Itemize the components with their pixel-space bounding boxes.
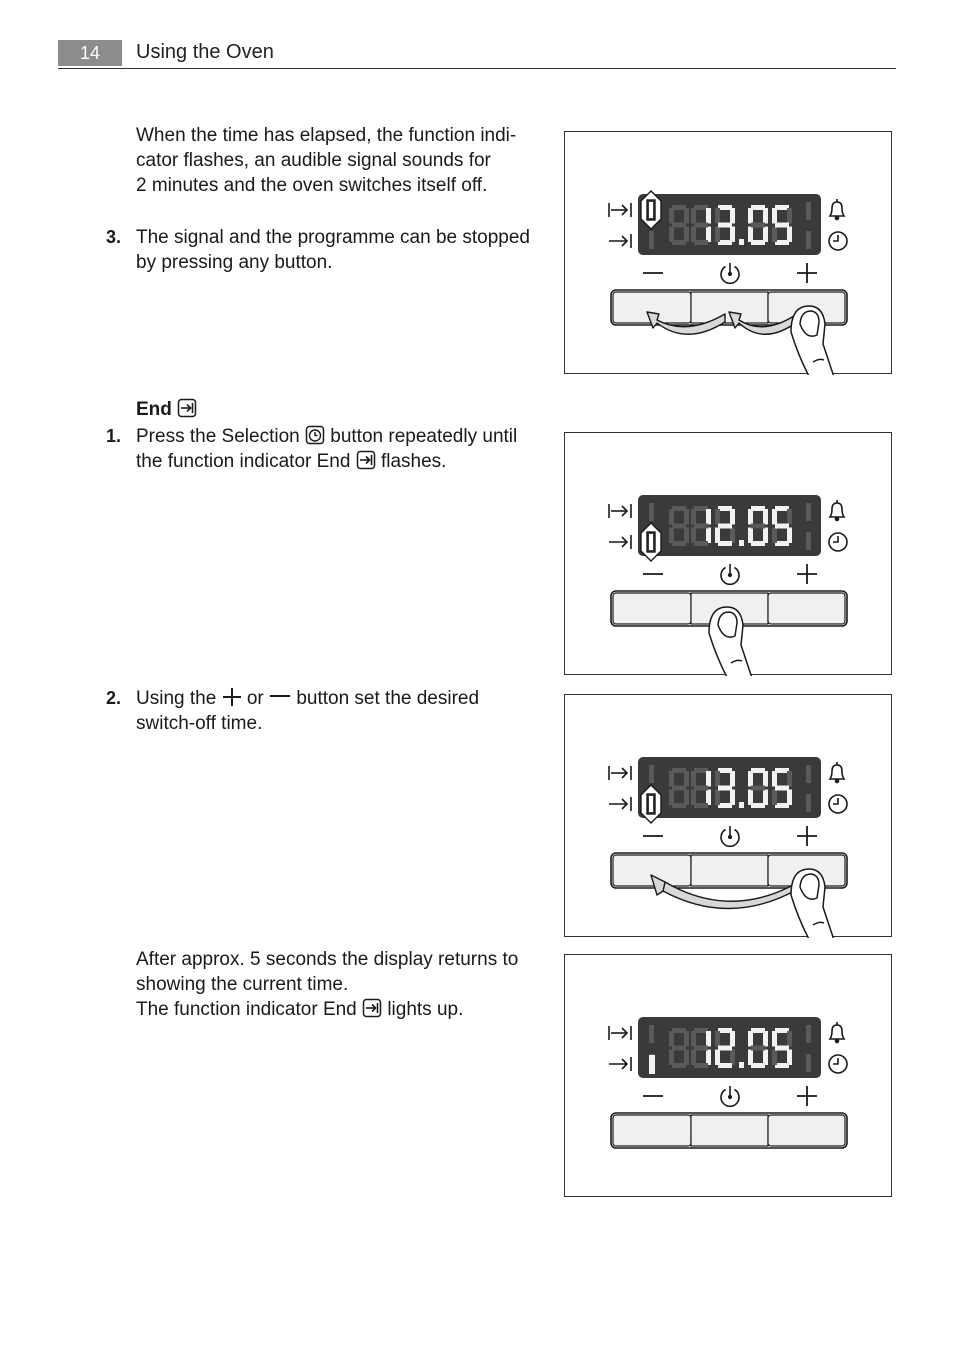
intro-line: When the time has elapsed, the function indi- [136,125,517,146]
page-number: 14 [58,40,122,66]
oven-panel-drawing [565,695,893,938]
time-of-day-clock-icon [829,232,847,250]
oven-panel-figure [564,694,892,937]
oven-panel-drawing [565,955,893,1198]
end-indicator-icon [609,535,631,549]
indicator-slot [806,1054,811,1072]
step2-line: switch-off time. [136,713,263,734]
step1-text-a: Press the Selection [136,426,300,447]
bell-icon [830,199,844,220]
oven-panel-figure [564,432,892,675]
indicator-slot [649,503,654,521]
header-rule [58,68,896,69]
intro-line: cator flashes, an audible signal sounds for [136,150,491,171]
indicator-slot [649,765,654,783]
step1-text-c: the function indicator End [136,451,351,472]
step2-line [136,686,546,711]
selection-icon [721,1086,739,1106]
step2-text [136,686,546,736]
end-indicator-icon [609,797,631,811]
indicator-slot [806,794,811,812]
selection-icon [721,826,739,846]
minus-button [613,855,691,886]
plus-symbol [797,826,817,846]
indicator-slot [806,765,811,783]
indicator-slot [806,202,811,220]
indicator-slot [806,1025,811,1043]
step1-line [136,449,546,474]
end-heading-text: End [136,399,172,420]
intro-paragraph [136,123,546,198]
bell-icon [830,1022,844,1043]
step1-text [136,424,546,474]
selection-button [691,292,768,323]
active-indicator [649,1055,655,1074]
time-of-day-clock-icon [829,1055,847,1073]
minus-icon [269,687,291,707]
intro-line: 2 minutes and the oven switches itself off. [136,175,488,196]
plus-icon [222,687,242,707]
display-decimal-point [739,1062,744,1068]
section-title: Using the Oven [136,41,274,63]
bell-icon [830,762,844,783]
after-line: showing the current time. [136,974,349,995]
indicator-slot [649,1025,654,1043]
end-function-icon [362,998,382,1018]
after-paragraph [136,947,546,1022]
duration-indicator-icon [609,1026,631,1040]
bell-icon [830,500,844,521]
indicator-slot [806,532,811,550]
minus-button [613,593,691,624]
step3-text [136,225,546,275]
indicator-slot [649,231,654,249]
end-indicator-icon [609,234,631,248]
selection-icon [721,263,739,283]
selection-icon [721,564,739,584]
end-heading [136,397,197,422]
after-line: After approx. 5 seconds the display returns to [136,949,519,970]
end-indicator-icon [609,1057,631,1071]
oven-panel-figure [564,131,892,374]
plus-button [768,1115,845,1146]
oven-panel-drawing [565,132,893,375]
plus-symbol [797,1086,817,1106]
display-decimal-point [739,239,744,245]
duration-indicator-icon [609,203,631,217]
after-text-a: The function indicator End [136,999,357,1020]
display-decimal-point [739,802,744,808]
selection-button [691,855,768,886]
step3-line: by pressing any button. [136,252,333,273]
after-text-b: lights up. [387,999,464,1020]
indicator-slot [806,503,811,521]
step-number: 2. [106,688,122,708]
step2-text-a: Using the [136,688,217,709]
end-function-icon [356,450,376,470]
oven-panel-drawing [565,433,893,676]
display-decimal-point [739,540,744,546]
step3-line: The signal and the programme can be stopped [136,227,530,248]
minus-button [613,1115,691,1146]
end-function-icon [177,398,197,418]
step1-text-d: flashes. [380,451,447,472]
indicator-slot [806,231,811,249]
selection-button [691,1115,768,1146]
plus-symbol [797,564,817,584]
after-line [136,997,546,1022]
selection-clock-icon [305,425,325,445]
step-number: 3. [106,227,122,247]
step2-text-b: or [246,688,264,709]
duration-indicator-icon [609,766,631,780]
step2-text-c: button set the desired [296,688,480,709]
time-of-day-clock-icon [829,795,847,813]
plus-symbol [797,263,817,283]
duration-indicator-icon [609,504,631,518]
step1-text-b: button repeatedly until [330,426,518,447]
step-number: 1. [106,426,122,446]
time-of-day-clock-icon [829,533,847,551]
plus-button [768,593,845,624]
oven-panel-figure [564,954,892,1197]
step1-line [136,424,546,449]
